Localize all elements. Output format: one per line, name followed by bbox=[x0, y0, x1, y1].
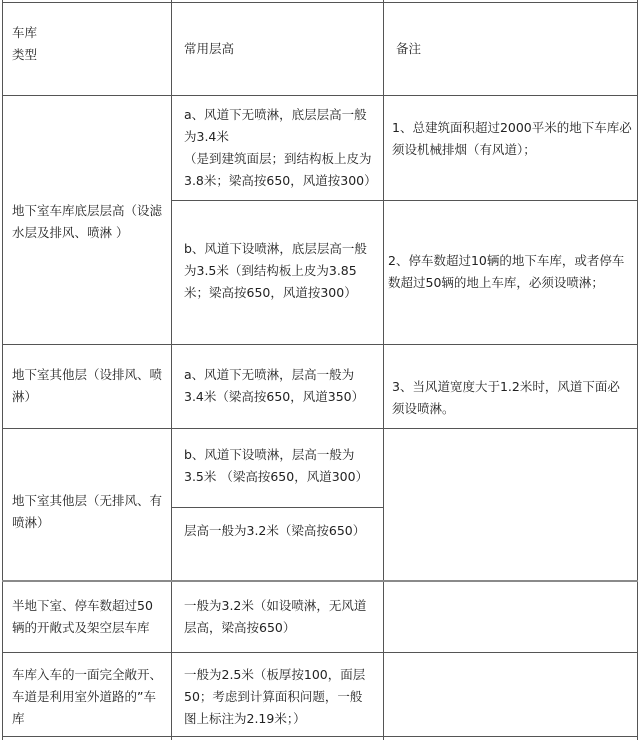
row1-divider bbox=[2, 344, 638, 345]
row3-inner-divider bbox=[171, 507, 383, 508]
row5-height: 一般为2.5米（板厚按100，面层50；考虑到计算面积问题，一般图上标注为2.19米；） bbox=[184, 667, 366, 726]
row1-type: 地下室车库底层层高（设滤水层及排风、喷淋 ） bbox=[12, 203, 163, 240]
row4-height: 一般为3.2米（如设喷淋，无风道层高，梁高按650） bbox=[184, 598, 367, 635]
row4-type: 半地下室、停车数超过50辆的开敞式及架空层车库 bbox=[12, 598, 153, 635]
row4-divider bbox=[2, 652, 638, 653]
header-type: 车库 类型 bbox=[12, 25, 38, 62]
row2-divider bbox=[2, 428, 638, 429]
table-border-right bbox=[637, 0, 638, 740]
row1-note-1: 1、总建筑面积超过2000平米的地下车库必须设机械排烟（有风道）； bbox=[392, 120, 632, 157]
row1-inner-divider bbox=[171, 200, 638, 201]
row3-divider bbox=[2, 580, 638, 582]
row5-type: 车库入车的一面完全敞开、车道是利用室外道路的”车库 bbox=[12, 667, 163, 726]
header-note: 备注 bbox=[396, 41, 422, 56]
column-divider-2 bbox=[383, 0, 384, 740]
row2-height: a、风道下无喷淋，层高一般为3.4米（梁高按650，风道350） bbox=[184, 367, 365, 404]
row2-type: 地下室其他层（设排风、喷淋） bbox=[12, 367, 163, 404]
row1-height-b: b、风道下设喷淋，底层层高一般为3.5米（到结构板上皮为3.85米；梁高按650，风道按300） bbox=[184, 241, 367, 300]
header-divider bbox=[2, 95, 638, 96]
header-height: 常用层高 bbox=[184, 41, 235, 56]
row1-height-a: a、风道下无喷淋，底层层高一般为3.4米 （是到建筑面层；到结构板上皮为3.8米；梁高按650，风道按300） bbox=[184, 107, 377, 188]
table-border-left bbox=[2, 0, 3, 740]
row3-type: 地下室其他层（无排风、有喷淋） bbox=[12, 493, 163, 530]
column-divider-1 bbox=[171, 0, 172, 740]
table-border-top bbox=[2, 2, 638, 3]
row3-height-b: b、风道下设喷淋，层高一般为3.5米 （梁高按650，风道300） bbox=[184, 447, 369, 484]
row2-note-3: 3、当风道宽度大于1.2米时，风道下面必须设喷淋。 bbox=[392, 379, 620, 416]
row1-note-2: 2、停车数超过10辆的地下车库，或者停车数超过50辆的地上车库，必须设喷淋； bbox=[388, 253, 625, 290]
row3-height-c: 层高一般为3.2米（梁高按650） bbox=[184, 523, 366, 538]
table-border-bottom bbox=[2, 736, 638, 737]
